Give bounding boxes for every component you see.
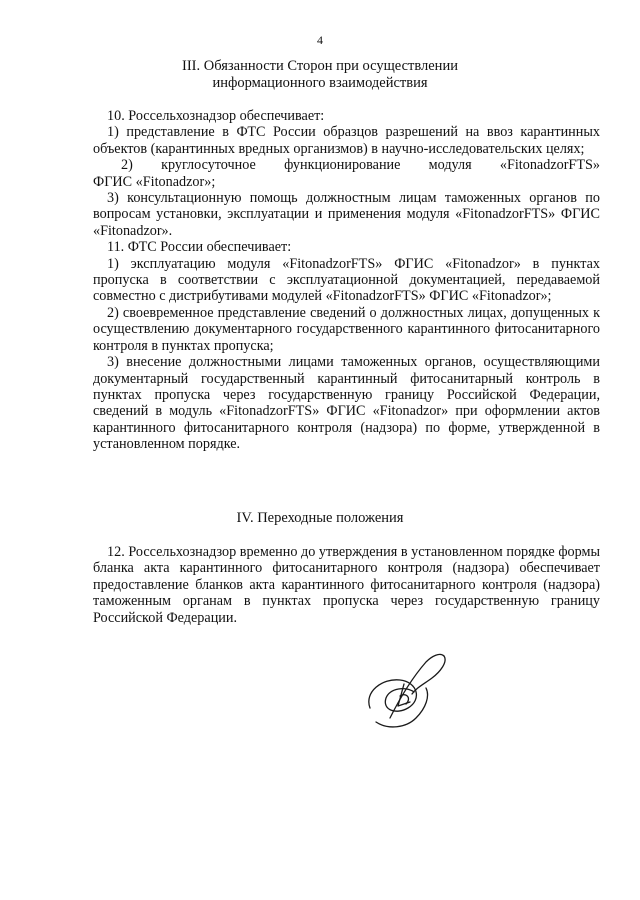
clause-10-2-word-3: модуля [428,157,472,174]
clause-10-2-line [93,157,600,173]
clause-12: 12. Россельхознадзор временно до утверждения в установленном порядке формы бланка акта карантинного фитосанитарного контроля (надзора) обеспечивает предоставление бланков акта карантинного фитосанитарного контроля (надзора) таможенным органам в пунктах пропуска через государственную границу Российской Федерации. [93,544,600,626]
clause-10-intro: 10. Россельхознадзор обеспечивает: [107,108,325,124]
section-3-heading-line-1: III. Обязанности Сторон при осуществлении [182,58,458,74]
clause-10-2-number: 2) [121,157,133,174]
clause-10-3: 3) консультационную помощь должностным лицам таможенных органов по вопросам установки, эксплуатации и применения модуля «FitonadzorFTS» ФГИС «Fitonadzor». [93,190,600,239]
clause-10-2-word-4: «FitonadzorFTS» [499,157,600,174]
section-3-heading-line-2: информационного взаимодействия [212,75,428,91]
clause-10-2-end: ФГИС «Fitonadzor»; [93,173,216,190]
clause-10-2-word-2: функционирование [284,157,401,174]
clause-11-3: 3) внесение должностными лицами таможенных органов, осуществляющими документарный государственный карантинный фитосанитарный контроль в пунктах пропуска через государственную границу Российской Федерации, сведений в модуль «FitonadzorFTS» ФГИС «Fitonadzor» при оформлении актов карантинного фитосанитарного контроля (надзора) по форме, утвержденной в установленном порядке. [93,354,600,453]
clause-10-1: 1) представление в ФТС России образцов разрешений на ввоз карантинных объектов (карантинных вредных организмов) в научно-исследовательских целях; [93,124,600,157]
section-4-heading: IV. Переходные положения [236,510,404,526]
handwritten-signature [360,648,460,736]
clause-11-1: 1) эксплуатацию модуля «FitonadzorFTS» ФГИС «Fitonadzor» в пунктах пропуска в соответствии с эксплуатационной документацией, передаваемой совместно с дистрибутивами модулей «FitonadzorFTS» ФГИС «Fitonadzor»; [93,255,600,305]
section-3-body [93,108,600,453]
clause-11-intro: 11. ФТС России обеспечивает: [107,239,292,256]
section-3-heading [0,58,640,92]
signature-drawing [360,648,460,736]
page-number: 4 [317,33,323,47]
clause-11-2: 2) своевременное представление сведений о должностных лицах, допущенных к осуществлению документарного государственного карантинного фитосанитарного контроля в пунктах пропуска; [93,304,600,354]
clause-10-2-word-1: круглосуточное [161,157,256,174]
section-4-body [93,544,600,626]
